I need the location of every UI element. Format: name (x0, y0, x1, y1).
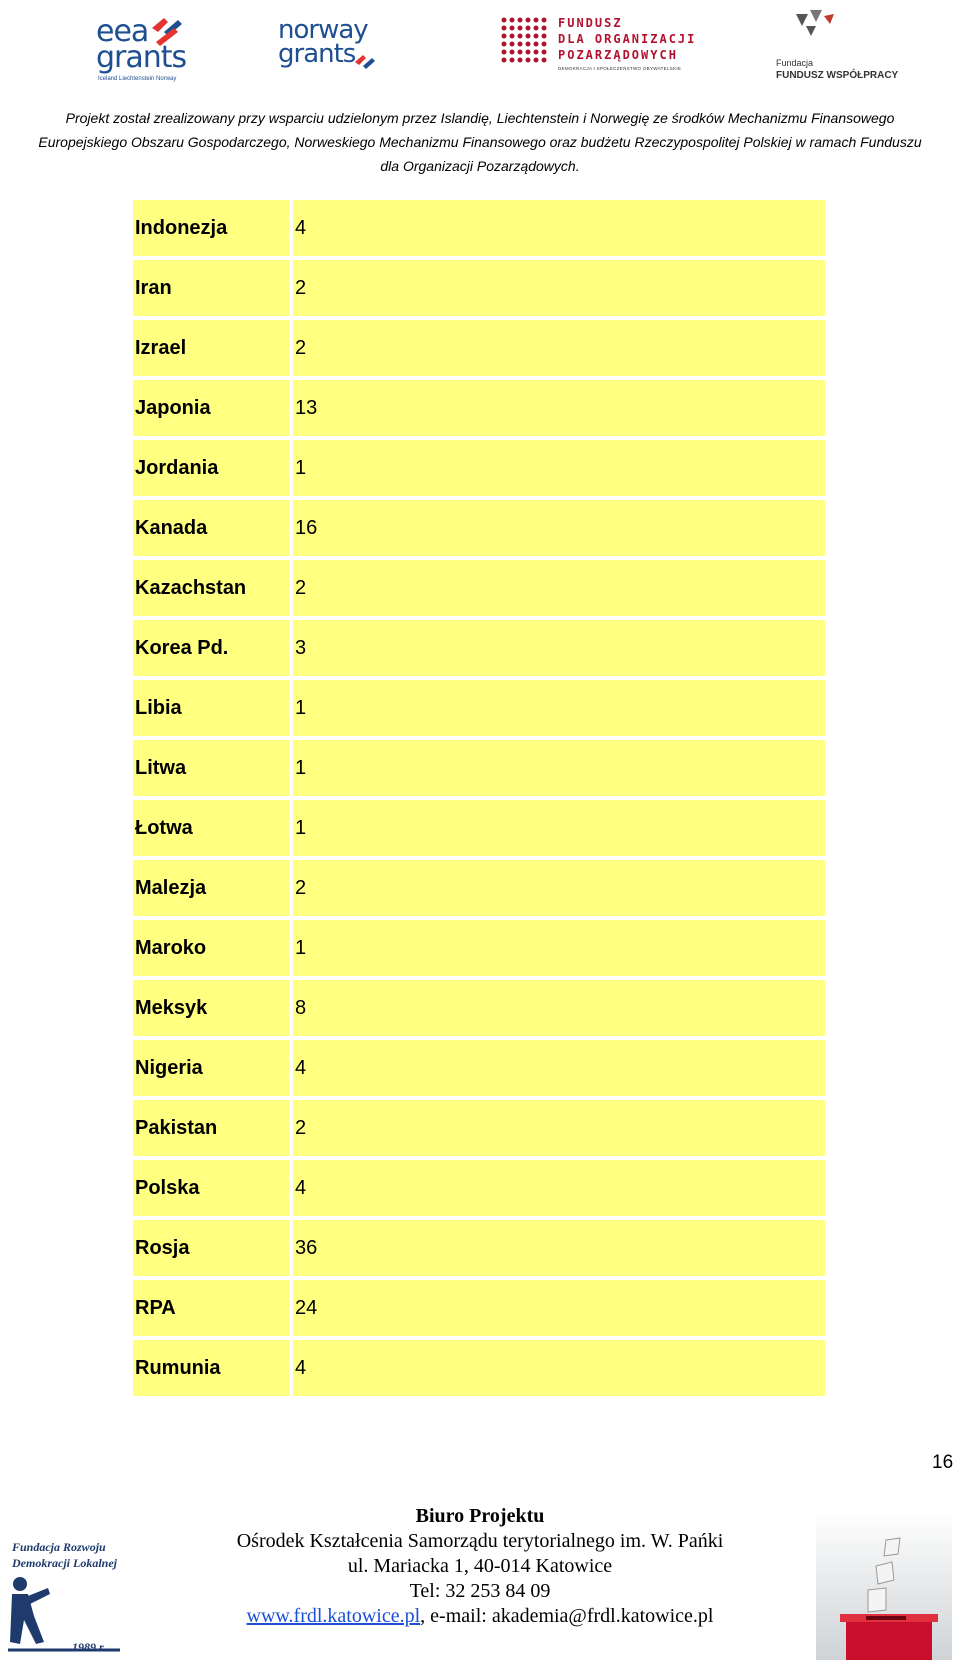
country-cell: Kazachstan (133, 560, 289, 616)
count-cell: 8 (293, 980, 825, 1036)
count-cell: 2 (293, 1100, 825, 1156)
table-row (133, 500, 825, 560)
count-cell: 4 (293, 1340, 825, 1396)
country-cell: RPA (133, 1280, 289, 1336)
country-cell: Izrael (133, 320, 289, 376)
frdl-logo-line-1: Fundacja Rozwoju (12, 1540, 106, 1554)
country-cell: Meksyk (133, 980, 289, 1036)
eea-grants-logo (92, 12, 212, 84)
country-cell: Jordania (133, 440, 289, 496)
country-cell: Nigeria (133, 1040, 289, 1096)
fundusz-logo-line-2: DLA ORGANIZACJI (558, 32, 697, 46)
footer-email: , e-mail: akademia@frdl.katowice.pl (420, 1605, 714, 1627)
footer-phone: Tel: 32 253 84 09 (409, 1580, 551, 1602)
eea-logo-text-1: eea (96, 14, 149, 49)
table-row (133, 1040, 825, 1100)
norway-logo-text-2: grants (278, 39, 356, 69)
table-row (133, 980, 825, 1040)
eea-logo-subtitle: Iceland Liechtenstein Norway (98, 76, 177, 82)
frdl-logo-line-2: Demokracji Lokalnej (12, 1556, 117, 1570)
page-number: 16 (932, 1452, 954, 1473)
count-cell: 4 (293, 200, 825, 256)
fws-logo-line-1: Fundacja (776, 58, 814, 68)
country-cell: Rosja (133, 1220, 289, 1276)
table-row (133, 1100, 825, 1160)
fundusz-wspolpracy-logo (772, 8, 899, 81)
table-row (133, 1160, 825, 1220)
count-cell: 24 (293, 1280, 825, 1336)
table-row (133, 320, 825, 380)
country-cell: Łotwa (133, 800, 289, 856)
funding-notice-line: dla Organizacji Pozarządowych. (380, 158, 580, 174)
ballot-box-icon (816, 1510, 952, 1660)
country-cell: Malezja (133, 860, 289, 916)
country-cell: Iran (133, 260, 289, 316)
count-cell: 36 (293, 1220, 825, 1276)
count-cell: 2 (293, 560, 825, 616)
footer-contact-line (200, 1604, 760, 1629)
project-office-footer (200, 1504, 760, 1629)
count-cell: 1 (293, 800, 825, 856)
count-cell: 2 (293, 320, 825, 376)
country-cell: Japonia (133, 380, 289, 436)
country-cell: Kanada (133, 500, 289, 556)
table-row (133, 440, 825, 500)
table-row (133, 1220, 825, 1280)
website-link[interactable]: www.frdl.katowice.pl (246, 1605, 421, 1627)
norway-grants-logo (278, 15, 388, 78)
country-cell: Rumunia (133, 1340, 289, 1396)
fundusz-logo-line-4: DEMOKRACJA I SPOŁECZEŃSTWO OBYWATELSKIE (558, 66, 682, 71)
frdl-logo (8, 1540, 128, 1658)
table-row (133, 560, 825, 620)
country-cell: Litwa (133, 740, 289, 796)
count-cell: 2 (293, 260, 825, 316)
country-cell: Indonezja (133, 200, 289, 256)
funding-notice (0, 106, 960, 178)
count-cell: 1 (293, 440, 825, 496)
norway-logo-text-1: norway (278, 15, 368, 45)
count-cell: 1 (293, 920, 825, 976)
count-cell: 4 (293, 1160, 825, 1216)
table-row (133, 620, 825, 680)
table-row (133, 380, 825, 440)
table-row (133, 200, 825, 260)
norway-wing-icon (354, 54, 376, 70)
fws-logo-line-2: FUNDUSZ WSPÓŁPRACY (776, 70, 899, 81)
eea-logo-text-2: grants (96, 40, 187, 75)
person-figure-icon (8, 1576, 124, 1656)
count-cell: 3 (293, 620, 825, 676)
table-row (133, 860, 825, 920)
footer-title: Biuro Projektu (415, 1505, 545, 1527)
funding-notice-line: Europejskiego Obszaru Gospodarczego, Norweskiego Mechanizmu Finansowego oraz budżetu Rzeczypospolitej Polskiej w ramach Funduszu (38, 134, 922, 150)
country-cell: Pakistan (133, 1100, 289, 1156)
fundusz-logo-line-1: FUNDUSZ (558, 16, 623, 30)
table-row (133, 1340, 825, 1400)
count-cell: 2 (293, 860, 825, 916)
count-cell: 13 (293, 380, 825, 436)
table-row (133, 920, 825, 980)
arrows-icon (794, 8, 838, 52)
country-cell: Korea Pd. (133, 620, 289, 676)
table-row (133, 260, 825, 320)
country-cell: Libia (133, 680, 289, 736)
count-cell: 4 (293, 1040, 825, 1096)
table-row (133, 740, 825, 800)
country-table (133, 200, 825, 1400)
count-cell: 1 (293, 680, 825, 736)
fundusz-logo-line-3: POZARZĄDOWYCH (558, 48, 678, 62)
table-row (133, 1280, 825, 1340)
table-row (133, 800, 825, 860)
fundusz-ngo-logo (498, 14, 698, 76)
table-row (133, 680, 825, 740)
frdl-logo-year: 1989 r. (72, 1640, 107, 1654)
funding-notice-line: Projekt został zrealizowany przy wsparciu udzielonym przez Islandię, Liechtenstein i Norwegię ze środków Mechanizmu Finansowego (65, 110, 895, 126)
count-cell: 16 (293, 500, 825, 556)
country-cell: Polska (133, 1160, 289, 1216)
footer-address: ul. Mariacka 1, 40-014 Katowice (347, 1555, 613, 1577)
count-cell: 1 (293, 740, 825, 796)
eea-wing-icon (148, 14, 184, 50)
country-cell: Maroko (133, 920, 289, 976)
footer-org: Ośrodek Kształcenia Samorządu terytorialnego im. W. Pańki (236, 1530, 724, 1552)
dotted-grid-icon (498, 14, 554, 70)
